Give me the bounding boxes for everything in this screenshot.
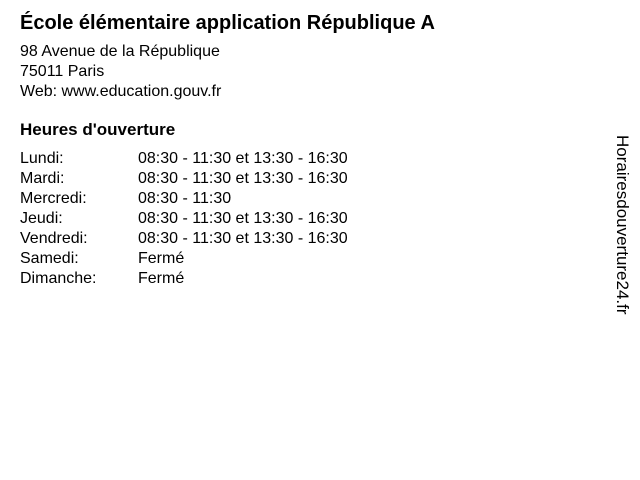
hours-row-mardi	[20, 169, 600, 189]
site-watermark	[611, 135, 633, 372]
hours-row-mercredi	[20, 189, 600, 209]
day-label: Mercredi:	[20, 190, 87, 207]
day-label: Jeudi:	[20, 210, 63, 227]
day-label: Mardi:	[20, 170, 65, 187]
day-label: Vendredi:	[20, 230, 88, 247]
hours-row-samedi	[20, 249, 600, 269]
time-value: 08:30 - 11:30 et 13:30 - 16:30	[138, 210, 348, 227]
day-label: Samedi:	[20, 250, 79, 267]
address-city: 75011 Paris	[20, 63, 105, 80]
time-value: Fermé	[138, 250, 185, 267]
school-name: École élémentaire application République A	[20, 12, 435, 34]
time-value: 08:30 - 11:30 et 13:30 - 16:30	[138, 150, 348, 167]
watermark-text: Horairesdouverture24.fr	[613, 135, 632, 315]
day-label: Lundi:	[20, 150, 64, 167]
school-info-card	[20, 10, 600, 289]
time-value: 08:30 - 11:30 et 13:30 - 16:30	[138, 170, 348, 187]
hours-row-lundi	[20, 149, 600, 169]
address-street: 98 Avenue de la République	[20, 43, 220, 60]
hours-row-dimanche	[20, 269, 600, 289]
opening-hours-list	[20, 149, 600, 289]
hours-row-jeudi	[20, 209, 600, 229]
hours-row-vendredi	[20, 229, 600, 249]
school-address	[20, 42, 600, 102]
website-link[interactable]: Web: www.education.gouv.fr	[20, 83, 222, 100]
time-value: 08:30 - 11:30	[138, 190, 232, 207]
time-value: Fermé	[138, 270, 185, 287]
opening-hours-heading: Heures d'ouverture	[20, 120, 176, 139]
day-label: Dimanche:	[20, 270, 97, 287]
time-value: 08:30 - 11:30 et 13:30 - 16:30	[138, 230, 348, 247]
